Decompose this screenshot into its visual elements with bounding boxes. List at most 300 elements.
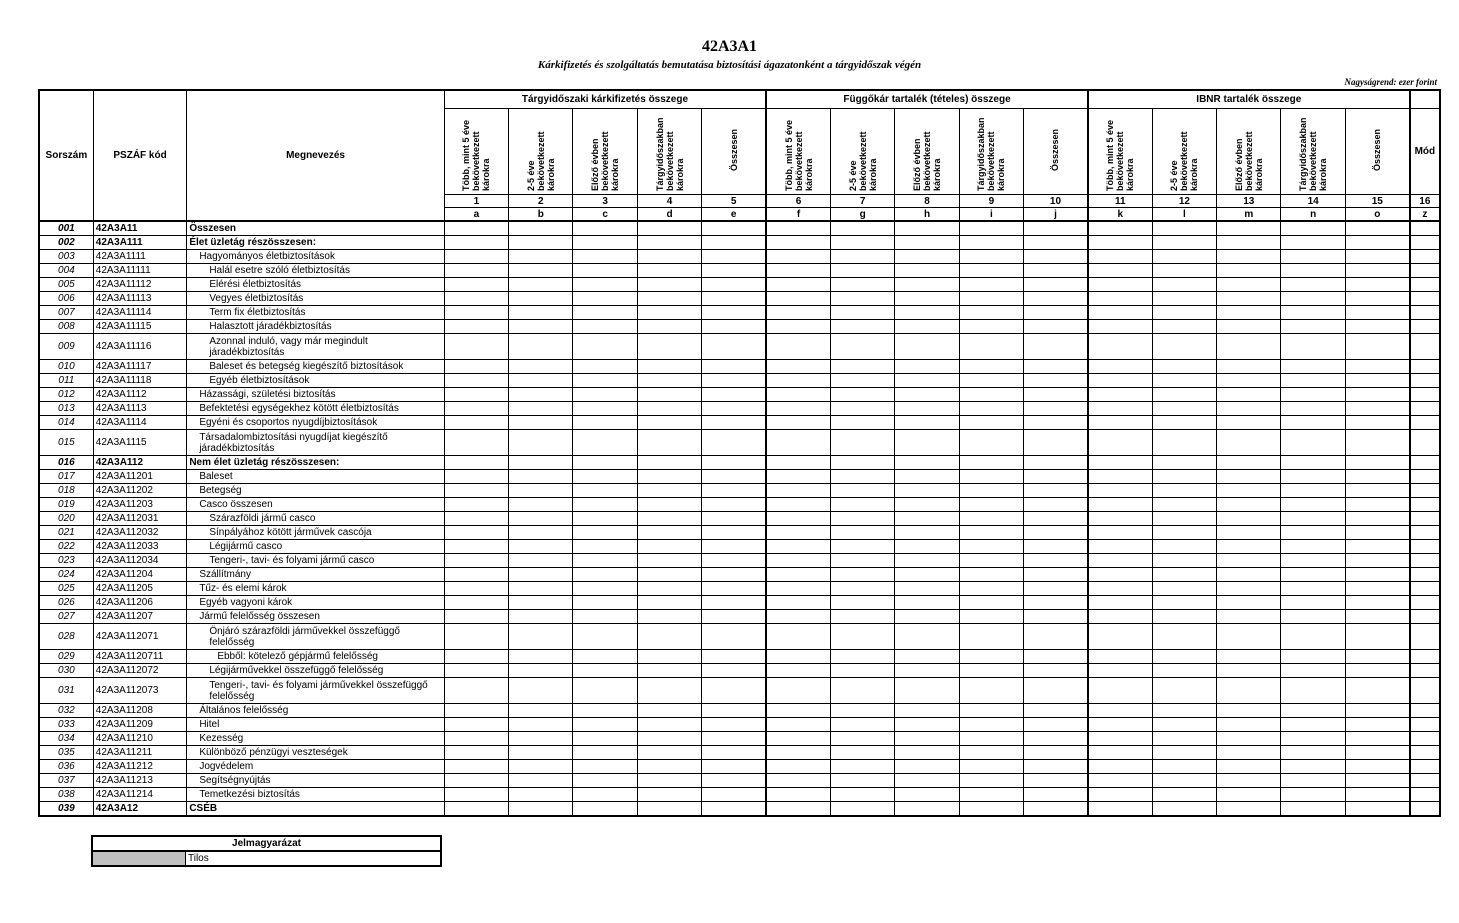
data-cell[interactable] <box>444 568 508 582</box>
data-cell[interactable] <box>766 320 830 334</box>
data-cell[interactable] <box>1024 512 1088 526</box>
data-cell[interactable] <box>895 774 959 788</box>
data-cell[interactable] <box>895 388 959 402</box>
data-cell[interactable] <box>1281 484 1345 498</box>
data-cell[interactable] <box>895 568 959 582</box>
data-cell[interactable] <box>895 236 959 250</box>
data-cell[interactable] <box>1410 512 1440 526</box>
data-cell[interactable] <box>509 650 573 664</box>
data-cell[interactable] <box>1152 334 1216 360</box>
data-cell[interactable] <box>766 774 830 788</box>
data-cell[interactable] <box>573 526 637 540</box>
data-cell[interactable] <box>1152 732 1216 746</box>
data-cell[interactable] <box>444 360 508 374</box>
data-cell[interactable] <box>895 704 959 718</box>
data-cell[interactable] <box>1024 388 1088 402</box>
data-cell[interactable] <box>637 484 701 498</box>
data-cell[interactable] <box>444 624 508 650</box>
data-cell[interactable] <box>1410 596 1440 610</box>
data-cell[interactable] <box>830 582 894 596</box>
data-cell[interactable] <box>1024 430 1088 456</box>
data-cell[interactable] <box>573 320 637 334</box>
data-cell[interactable] <box>509 664 573 678</box>
data-cell[interactable] <box>1152 320 1216 334</box>
data-cell[interactable] <box>637 526 701 540</box>
data-cell[interactable] <box>444 664 508 678</box>
data-cell[interactable] <box>1410 334 1440 360</box>
data-cell[interactable] <box>830 221 894 236</box>
data-cell[interactable] <box>444 582 508 596</box>
data-cell[interactable] <box>1024 802 1088 817</box>
data-cell[interactable] <box>1345 540 1409 554</box>
data-cell[interactable] <box>959 610 1023 624</box>
data-cell[interactable] <box>1217 718 1281 732</box>
data-cell[interactable] <box>830 278 894 292</box>
data-cell[interactable] <box>1410 470 1440 484</box>
data-cell[interactable] <box>509 334 573 360</box>
data-cell[interactable] <box>1024 526 1088 540</box>
data-cell[interactable] <box>895 760 959 774</box>
data-cell[interactable] <box>1345 430 1409 456</box>
data-cell[interactable] <box>1345 292 1409 306</box>
data-cell[interactable] <box>702 334 766 360</box>
data-cell[interactable] <box>1152 306 1216 320</box>
data-cell[interactable] <box>573 512 637 526</box>
data-cell[interactable] <box>1217 456 1281 470</box>
data-cell[interactable] <box>573 678 637 704</box>
data-cell[interactable] <box>1345 264 1409 278</box>
data-cell[interactable] <box>1345 416 1409 430</box>
data-cell[interactable] <box>509 596 573 610</box>
data-cell[interactable] <box>1345 456 1409 470</box>
data-cell[interactable] <box>766 650 830 664</box>
data-cell[interactable] <box>1088 526 1152 540</box>
data-cell[interactable] <box>1088 582 1152 596</box>
data-cell[interactable] <box>1217 470 1281 484</box>
data-cell[interactable] <box>573 788 637 802</box>
data-cell[interactable] <box>1410 430 1440 456</box>
data-cell[interactable] <box>1024 554 1088 568</box>
data-cell[interactable] <box>1217 802 1281 817</box>
data-cell[interactable] <box>766 760 830 774</box>
data-cell[interactable] <box>702 596 766 610</box>
data-cell[interactable] <box>573 554 637 568</box>
data-cell[interactable] <box>1024 416 1088 430</box>
data-cell[interactable] <box>959 540 1023 554</box>
data-cell[interactable] <box>830 526 894 540</box>
data-cell[interactable] <box>959 568 1023 582</box>
data-cell[interactable] <box>1024 746 1088 760</box>
data-cell[interactable] <box>1410 416 1440 430</box>
data-cell[interactable] <box>1345 624 1409 650</box>
data-cell[interactable] <box>1152 774 1216 788</box>
data-cell[interactable] <box>1410 526 1440 540</box>
data-cell[interactable] <box>895 526 959 540</box>
data-cell[interactable] <box>1217 250 1281 264</box>
data-cell[interactable] <box>1152 456 1216 470</box>
data-cell[interactable] <box>766 470 830 484</box>
data-cell[interactable] <box>444 334 508 360</box>
data-cell[interactable] <box>573 760 637 774</box>
data-cell[interactable] <box>1410 802 1440 817</box>
data-cell[interactable] <box>959 760 1023 774</box>
data-cell[interactable] <box>573 416 637 430</box>
data-cell[interactable] <box>1345 526 1409 540</box>
data-cell[interactable] <box>1345 306 1409 320</box>
data-cell[interactable] <box>1345 718 1409 732</box>
data-cell[interactable] <box>444 402 508 416</box>
data-cell[interactable] <box>573 718 637 732</box>
data-cell[interactable] <box>1088 278 1152 292</box>
data-cell[interactable] <box>637 568 701 582</box>
data-cell[interactable] <box>637 498 701 512</box>
data-cell[interactable] <box>444 610 508 624</box>
data-cell[interactable] <box>1410 704 1440 718</box>
data-cell[interactable] <box>1410 760 1440 774</box>
data-cell[interactable] <box>702 484 766 498</box>
data-cell[interactable] <box>1088 221 1152 236</box>
data-cell[interactable] <box>895 402 959 416</box>
data-cell[interactable] <box>830 416 894 430</box>
data-cell[interactable] <box>1088 484 1152 498</box>
data-cell[interactable] <box>509 788 573 802</box>
data-cell[interactable] <box>766 250 830 264</box>
data-cell[interactable] <box>1217 334 1281 360</box>
data-cell[interactable] <box>702 774 766 788</box>
data-cell[interactable] <box>830 596 894 610</box>
data-cell[interactable] <box>1217 526 1281 540</box>
data-cell[interactable] <box>1024 360 1088 374</box>
data-cell[interactable] <box>1410 388 1440 402</box>
data-cell[interactable] <box>959 554 1023 568</box>
data-cell[interactable] <box>1217 292 1281 306</box>
data-cell[interactable] <box>1024 498 1088 512</box>
data-cell[interactable] <box>444 596 508 610</box>
data-cell[interactable] <box>1152 264 1216 278</box>
data-cell[interactable] <box>959 416 1023 430</box>
data-cell[interactable] <box>573 236 637 250</box>
data-cell[interactable] <box>1152 470 1216 484</box>
data-cell[interactable] <box>766 526 830 540</box>
data-cell[interactable] <box>959 306 1023 320</box>
data-cell[interactable] <box>766 512 830 526</box>
data-cell[interactable] <box>766 388 830 402</box>
data-cell[interactable] <box>573 540 637 554</box>
data-cell[interactable] <box>1088 554 1152 568</box>
data-cell[interactable] <box>702 526 766 540</box>
data-cell[interactable] <box>959 278 1023 292</box>
data-cell[interactable] <box>766 374 830 388</box>
data-cell[interactable] <box>637 802 701 817</box>
data-cell[interactable] <box>637 664 701 678</box>
data-cell[interactable] <box>1152 610 1216 624</box>
data-cell[interactable] <box>766 484 830 498</box>
data-cell[interactable] <box>637 470 701 484</box>
data-cell[interactable] <box>1152 582 1216 596</box>
data-cell[interactable] <box>1088 760 1152 774</box>
data-cell[interactable] <box>1345 650 1409 664</box>
data-cell[interactable] <box>766 360 830 374</box>
data-cell[interactable] <box>959 456 1023 470</box>
data-cell[interactable] <box>1024 264 1088 278</box>
data-cell[interactable] <box>1217 278 1281 292</box>
data-cell[interactable] <box>895 306 959 320</box>
data-cell[interactable] <box>1024 788 1088 802</box>
data-cell[interactable] <box>1024 402 1088 416</box>
data-cell[interactable] <box>1345 388 1409 402</box>
data-cell[interactable] <box>509 526 573 540</box>
data-cell[interactable] <box>959 470 1023 484</box>
data-cell[interactable] <box>1410 732 1440 746</box>
data-cell[interactable] <box>444 732 508 746</box>
data-cell[interactable] <box>573 498 637 512</box>
data-cell[interactable] <box>637 334 701 360</box>
data-cell[interactable] <box>702 760 766 774</box>
data-cell[interactable] <box>702 306 766 320</box>
data-cell[interactable] <box>1410 292 1440 306</box>
data-cell[interactable] <box>1410 278 1440 292</box>
data-cell[interactable] <box>1088 306 1152 320</box>
data-cell[interactable] <box>1088 236 1152 250</box>
data-cell[interactable] <box>1088 568 1152 582</box>
data-cell[interactable] <box>509 540 573 554</box>
data-cell[interactable] <box>1088 264 1152 278</box>
data-cell[interactable] <box>637 264 701 278</box>
data-cell[interactable] <box>1345 221 1409 236</box>
data-cell[interactable] <box>1152 526 1216 540</box>
data-cell[interactable] <box>702 388 766 402</box>
data-cell[interactable] <box>1345 704 1409 718</box>
data-cell[interactable] <box>1281 650 1345 664</box>
data-cell[interactable] <box>895 802 959 817</box>
data-cell[interactable] <box>959 774 1023 788</box>
data-cell[interactable] <box>1088 610 1152 624</box>
data-cell[interactable] <box>509 774 573 788</box>
data-cell[interactable] <box>1410 664 1440 678</box>
data-cell[interactable] <box>573 374 637 388</box>
data-cell[interactable] <box>1345 802 1409 817</box>
data-cell[interactable] <box>895 596 959 610</box>
data-cell[interactable] <box>766 430 830 456</box>
data-cell[interactable] <box>1217 320 1281 334</box>
data-cell[interactable] <box>509 402 573 416</box>
data-cell[interactable] <box>1217 704 1281 718</box>
data-cell[interactable] <box>959 388 1023 402</box>
data-cell[interactable] <box>1217 788 1281 802</box>
data-cell[interactable] <box>830 732 894 746</box>
data-cell[interactable] <box>1410 320 1440 334</box>
data-cell[interactable] <box>1281 470 1345 484</box>
data-cell[interactable] <box>1281 456 1345 470</box>
data-cell[interactable] <box>1281 388 1345 402</box>
data-cell[interactable] <box>1410 402 1440 416</box>
data-cell[interactable] <box>895 221 959 236</box>
data-cell[interactable] <box>637 430 701 456</box>
data-cell[interactable] <box>959 650 1023 664</box>
data-cell[interactable] <box>830 624 894 650</box>
data-cell[interactable] <box>1217 416 1281 430</box>
data-cell[interactable] <box>830 306 894 320</box>
data-cell[interactable] <box>573 624 637 650</box>
data-cell[interactable] <box>830 498 894 512</box>
data-cell[interactable] <box>895 250 959 264</box>
data-cell[interactable] <box>830 610 894 624</box>
data-cell[interactable] <box>1345 484 1409 498</box>
data-cell[interactable] <box>1281 416 1345 430</box>
data-cell[interactable] <box>1217 484 1281 498</box>
data-cell[interactable] <box>637 320 701 334</box>
data-cell[interactable] <box>1024 540 1088 554</box>
data-cell[interactable] <box>444 650 508 664</box>
data-cell[interactable] <box>830 402 894 416</box>
data-cell[interactable] <box>1217 512 1281 526</box>
data-cell[interactable] <box>1345 402 1409 416</box>
data-cell[interactable] <box>1410 498 1440 512</box>
data-cell[interactable] <box>1281 596 1345 610</box>
data-cell[interactable] <box>1088 456 1152 470</box>
data-cell[interactable] <box>1217 236 1281 250</box>
data-cell[interactable] <box>830 456 894 470</box>
data-cell[interactable] <box>1088 624 1152 650</box>
data-cell[interactable] <box>895 624 959 650</box>
data-cell[interactable] <box>1088 320 1152 334</box>
data-cell[interactable] <box>1152 374 1216 388</box>
data-cell[interactable] <box>702 554 766 568</box>
data-cell[interactable] <box>1024 704 1088 718</box>
data-cell[interactable] <box>1345 554 1409 568</box>
data-cell[interactable] <box>766 334 830 360</box>
data-cell[interactable] <box>1152 292 1216 306</box>
data-cell[interactable] <box>509 760 573 774</box>
data-cell[interactable] <box>959 624 1023 650</box>
data-cell[interactable] <box>702 236 766 250</box>
data-cell[interactable] <box>573 746 637 760</box>
data-cell[interactable] <box>830 264 894 278</box>
data-cell[interactable] <box>702 732 766 746</box>
data-cell[interactable] <box>444 292 508 306</box>
data-cell[interactable] <box>444 484 508 498</box>
data-cell[interactable] <box>1410 484 1440 498</box>
data-cell[interactable] <box>959 402 1023 416</box>
data-cell[interactable] <box>444 236 508 250</box>
data-cell[interactable] <box>1088 746 1152 760</box>
data-cell[interactable] <box>766 704 830 718</box>
data-cell[interactable] <box>766 498 830 512</box>
data-cell[interactable] <box>1217 732 1281 746</box>
data-cell[interactable] <box>1152 221 1216 236</box>
data-cell[interactable] <box>1345 320 1409 334</box>
data-cell[interactable] <box>1024 678 1088 704</box>
data-cell[interactable] <box>702 374 766 388</box>
data-cell[interactable] <box>509 360 573 374</box>
data-cell[interactable] <box>1152 236 1216 250</box>
data-cell[interactable] <box>637 650 701 664</box>
data-cell[interactable] <box>830 512 894 526</box>
data-cell[interactable] <box>1088 650 1152 664</box>
data-cell[interactable] <box>1152 664 1216 678</box>
data-cell[interactable] <box>830 802 894 817</box>
data-cell[interactable] <box>573 402 637 416</box>
data-cell[interactable] <box>1281 250 1345 264</box>
data-cell[interactable] <box>1281 334 1345 360</box>
data-cell[interactable] <box>1024 374 1088 388</box>
data-cell[interactable] <box>637 402 701 416</box>
data-cell[interactable] <box>1088 512 1152 526</box>
data-cell[interactable] <box>959 264 1023 278</box>
data-cell[interactable] <box>702 540 766 554</box>
data-cell[interactable] <box>1217 582 1281 596</box>
data-cell[interactable] <box>1410 221 1440 236</box>
data-cell[interactable] <box>766 664 830 678</box>
data-cell[interactable] <box>1345 278 1409 292</box>
data-cell[interactable] <box>1345 788 1409 802</box>
data-cell[interactable] <box>1152 718 1216 732</box>
data-cell[interactable] <box>895 650 959 664</box>
data-cell[interactable] <box>444 498 508 512</box>
data-cell[interactable] <box>702 582 766 596</box>
data-cell[interactable] <box>573 470 637 484</box>
data-cell[interactable] <box>959 484 1023 498</box>
data-cell[interactable] <box>573 430 637 456</box>
data-cell[interactable] <box>1281 568 1345 582</box>
data-cell[interactable] <box>702 430 766 456</box>
data-cell[interactable] <box>766 402 830 416</box>
data-cell[interactable] <box>1152 678 1216 704</box>
data-cell[interactable] <box>1217 568 1281 582</box>
data-cell[interactable] <box>959 292 1023 306</box>
data-cell[interactable] <box>766 624 830 650</box>
data-cell[interactable] <box>1345 374 1409 388</box>
data-cell[interactable] <box>830 774 894 788</box>
data-cell[interactable] <box>895 484 959 498</box>
data-cell[interactable] <box>766 610 830 624</box>
data-cell[interactable] <box>509 292 573 306</box>
data-cell[interactable] <box>1281 221 1345 236</box>
data-cell[interactable] <box>766 540 830 554</box>
data-cell[interactable] <box>637 374 701 388</box>
data-cell[interactable] <box>1345 760 1409 774</box>
data-cell[interactable] <box>1024 250 1088 264</box>
data-cell[interactable] <box>509 430 573 456</box>
data-cell[interactable] <box>1410 568 1440 582</box>
data-cell[interactable] <box>573 278 637 292</box>
data-cell[interactable] <box>1281 554 1345 568</box>
data-cell[interactable] <box>1217 774 1281 788</box>
data-cell[interactable] <box>959 582 1023 596</box>
data-cell[interactable] <box>702 802 766 817</box>
data-cell[interactable] <box>1024 292 1088 306</box>
data-cell[interactable] <box>895 320 959 334</box>
data-cell[interactable] <box>895 264 959 278</box>
data-cell[interactable] <box>444 704 508 718</box>
data-cell[interactable] <box>959 430 1023 456</box>
data-cell[interactable] <box>1345 664 1409 678</box>
data-cell[interactable] <box>959 334 1023 360</box>
data-cell[interactable] <box>1281 360 1345 374</box>
data-cell[interactable] <box>830 650 894 664</box>
data-cell[interactable] <box>444 416 508 430</box>
data-cell[interactable] <box>509 250 573 264</box>
data-cell[interactable] <box>509 374 573 388</box>
data-cell[interactable] <box>766 678 830 704</box>
data-cell[interactable] <box>573 456 637 470</box>
data-cell[interactable] <box>573 802 637 817</box>
data-cell[interactable] <box>1281 732 1345 746</box>
data-cell[interactable] <box>1088 374 1152 388</box>
data-cell[interactable] <box>959 360 1023 374</box>
data-cell[interactable] <box>1410 610 1440 624</box>
data-cell[interactable] <box>895 360 959 374</box>
